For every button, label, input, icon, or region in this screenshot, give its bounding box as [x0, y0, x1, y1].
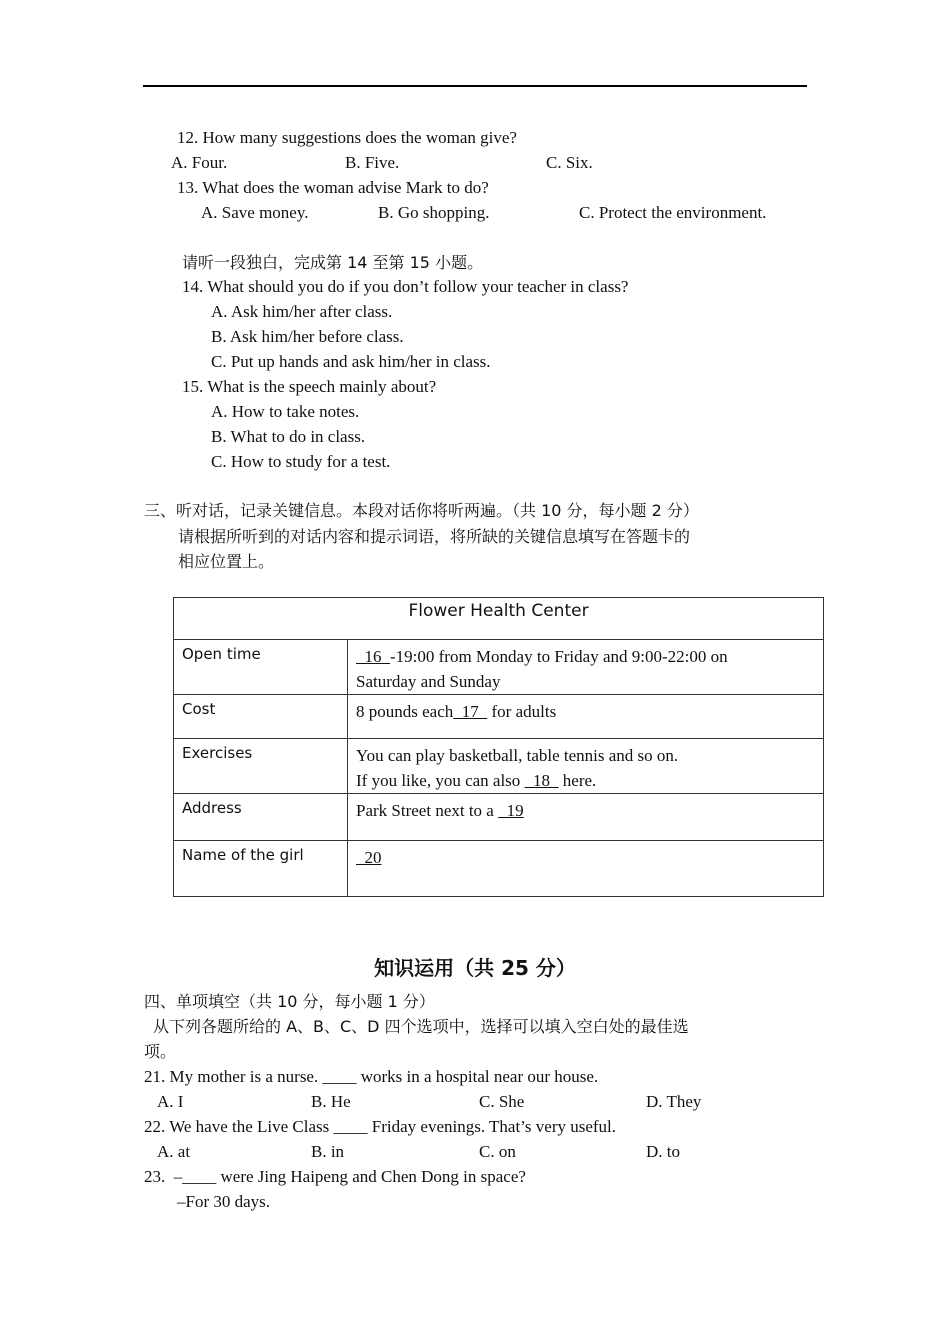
q22-stem: 22. We have the Live Class ____ Friday evenings. That’s very useful.: [144, 1117, 617, 1136]
value-open-time: 16 -19:00 from Monday to Friday and 9:00-22:00 on Saturday and Sunday: [348, 640, 824, 695]
q12-option-b: B. Five.: [345, 153, 400, 172]
blank-19[interactable]: 19: [498, 801, 524, 820]
q12-stem: 12. How many suggestions does the woman give?: [177, 128, 517, 147]
q14-option-a: A. Ask him/her after class.: [211, 302, 393, 321]
q22-option-d: D. to: [646, 1142, 680, 1161]
label-exercises: Exercises: [174, 739, 348, 794]
knowledge-title: 知识运用（共 25 分）: [374, 956, 576, 980]
label-open-time: Open time: [174, 640, 348, 695]
value-exercises: You can play basketball, table tennis and so on. If you like, you can also 18 here.: [348, 739, 824, 794]
q15-stem: 15. What is the speech mainly about?: [182, 377, 437, 396]
value-cost: 8 pounds each 17 for adults: [348, 695, 824, 739]
q13-option-c: C. Protect the environment.: [579, 203, 767, 222]
info-table: [173, 597, 824, 897]
section4-instruction-line2: 项。: [144, 1042, 177, 1061]
q23-reply: –For 30 days.: [177, 1192, 271, 1211]
q13-option-a: A. Save money.: [201, 203, 309, 222]
q14-option-b: B. Ask him/her before class.: [211, 327, 404, 346]
q21-option-c: C. She: [479, 1092, 525, 1111]
blank-18[interactable]: 18: [524, 771, 559, 790]
q21-option-a: A. I: [157, 1092, 184, 1111]
q21-option-b: B. He: [311, 1092, 351, 1111]
table-title: Flower Health Center: [174, 598, 824, 640]
q15-option-a: A. How to take notes.: [211, 402, 360, 421]
value-name: [348, 841, 824, 897]
value-address: Park Street next to a 19: [348, 794, 824, 841]
q14-stem: 14. What should you do if you don’t follow your teacher in class?: [182, 277, 629, 296]
section4-instruction-line1: 从下列各题所给的 A、B、C、D 四个选项中，选择可以填入空白处的最佳选: [153, 1017, 689, 1036]
q13-stem: 13. What does the woman advise Mark to do?: [177, 178, 489, 197]
part3-heading: 三、听对话，记录关键信息。本段对话你将听两遍。（共 10 分，每小题 2 分）: [144, 501, 699, 520]
monologue-instruction: 请听一段独白，完成第 14 至第 15 小题。: [182, 253, 484, 272]
q22-option-c: C. on: [479, 1142, 516, 1161]
q14-option-c: C. Put up hands and ask him/her in class.: [211, 352, 491, 371]
q13-option-b: B. Go shopping.: [378, 203, 490, 222]
q15-option-c: C. How to study for a test.: [211, 452, 391, 471]
table-row-open-time: [174, 640, 824, 695]
label-address: Address: [174, 794, 348, 841]
blank-20[interactable]: 20: [356, 848, 382, 867]
label-cost: Cost: [174, 695, 348, 739]
q22-option-a: A. at: [157, 1142, 191, 1161]
q21-option-d: D. They: [646, 1092, 702, 1111]
table-row-exercises: [174, 739, 824, 794]
blank-17[interactable]: 17: [453, 702, 488, 721]
table-row-name: [174, 841, 824, 897]
table-row-cost: [174, 695, 824, 739]
blank-16[interactable]: 16: [356, 647, 390, 666]
section4-heading: 四、单项填空（共 10 分，每小题 1 分）: [144, 992, 435, 1011]
part3-instruction-line2: 相应位置上。: [178, 552, 275, 571]
q15-option-b: B. What to do in class.: [211, 427, 366, 446]
q12-option-a: A. Four.: [171, 153, 228, 172]
q23-stem: 23. –____ were Jing Haipeng and Chen Dong in space?: [144, 1167, 526, 1186]
header-rule: [143, 85, 807, 87]
q12-option-c: C. Six.: [546, 153, 593, 172]
label-name: Name of the girl: [174, 841, 348, 897]
table-row-address: [174, 794, 824, 841]
part3-instruction-line1: 请根据所听到的对话内容和提示词语，将所缺的关键信息填写在答题卡的: [178, 527, 691, 546]
q22-option-b: B. in: [311, 1142, 345, 1161]
q21-stem: 21. My mother is a nurse. ____ works in a hospital near our house.: [144, 1067, 599, 1086]
